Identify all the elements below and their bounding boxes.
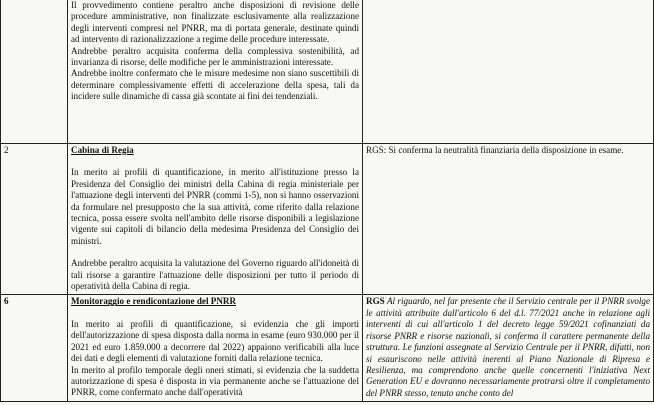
table-row bbox=[1, 144, 654, 295]
table-row bbox=[1, 0, 654, 144]
rgs-response-cell bbox=[363, 144, 654, 295]
paragraph: In merito ai profili di quantificazione, si evidenzia che gli importi dell'autorizzazione di spesa disposta dalla norma in esame (euro 930.000 per il 2021 ed euro 1.859.000 a decorrere dal 2022) appaiono verificabili alla luce dei dati e degli elementi di valutazione forniti dalla relazione tecnica. bbox=[71, 318, 359, 364]
paragraph: Andrebbe inoltre confermato che le misure medesime non siano suscettibili di determinare complessivamente effetti di accelerazione della spesa, tali da incidere sulle dinamiche di cassa già scontate ai fini dei tendenziali. bbox=[71, 68, 359, 102]
rgs-response-cell bbox=[363, 295, 654, 402]
paragraph: Andrebbe peraltro acquisita la valutazione del Governo riguardo all'idoneità di tali risorse a garantire l'attuazione delle disposizioni per tutto il periodo di operatività della Cabina di regia. bbox=[71, 258, 359, 292]
section-title: Cabina di Regia bbox=[71, 145, 134, 155]
paragraph: In merito al profilo temporale degli oneri stimati, si evidenzia che la suddetta autorizzazione di spesa è disposta in via permanente anche se l'attuazione del PNRR, come confermato anche dall'operatività bbox=[71, 364, 359, 398]
table-row bbox=[1, 295, 654, 402]
row-number: 2 bbox=[1, 144, 68, 295]
row-number: 6 bbox=[1, 295, 68, 402]
rgs-response-text: Al riguardo, nel far presente che il Servizio centrale per il PNRR svolge le attività attribuite dall'articolo 6 del d.l. 77/2021 anche in relazione agli interventi di cui all'articolo 1 del decreto legge 59/2021 cofinanziati da risorse PNRR e risorse nazionali, si conferma il carattere permanente della struttura. Le funzioni assegnate al Servizio Centrale per il PNRR, difatti, non si esauriscono nelle attività inerenti al Piano Nazionale di Ripresa e Resilienza, ma comprendono anche quelle concernenti l'iniziativa Next Generation EU e dovranno necessariamente protrarsi oltre il completamento del PNRR stesso, tenuto anche conto del bbox=[366, 296, 651, 398]
paragraph: In merito ai profili di quantificazione, in merito all'istituzione presso la Presidenza del Consiglio dei ministri della Cabina di regia ministeriale per l'attuazione degli interventi del PNRR (commi 1-5), non si hanno osservazioni da formulare nel presupposto che la sua attività, come riferito dalla relazione tecnica, possa essere svolta nell'ambito delle risorse disponibili a legislazione vigente sui capitoli di bilancio della medesima Presidenza del Consiglio dei ministri. bbox=[71, 167, 359, 246]
paragraph: Il provvedimento contiene peraltro anche disposizioni di revisione delle procedure amministrative, non finalizzate esclusivamente alla realizzazione degli interventi compresi nel PNRR, ma di portata generale, destinate quindi ad intervento di razionalizzazione a regime delle procedure interessate. bbox=[71, 0, 359, 45]
analysis-cell bbox=[68, 144, 363, 295]
analysis-cell bbox=[68, 295, 363, 402]
rgs-response bbox=[366, 296, 650, 399]
row-number bbox=[1, 0, 68, 144]
rgs-response-cell bbox=[363, 0, 654, 144]
rgs-response: RGS: Si conferma la neutralità finanziaria della disposizione in esame. bbox=[366, 145, 624, 155]
paragraph: Andrebbe peraltro acquisita conferma della complessiva sostenibilità, ad invarianza di risorse, delle modifiche per le amministrazioni interessate. bbox=[71, 45, 359, 68]
analysis-cell bbox=[68, 0, 363, 144]
section-title: Monitoraggio e rendicontazione del PNRR bbox=[71, 296, 237, 307]
rgs-label: RGS bbox=[366, 296, 385, 307]
